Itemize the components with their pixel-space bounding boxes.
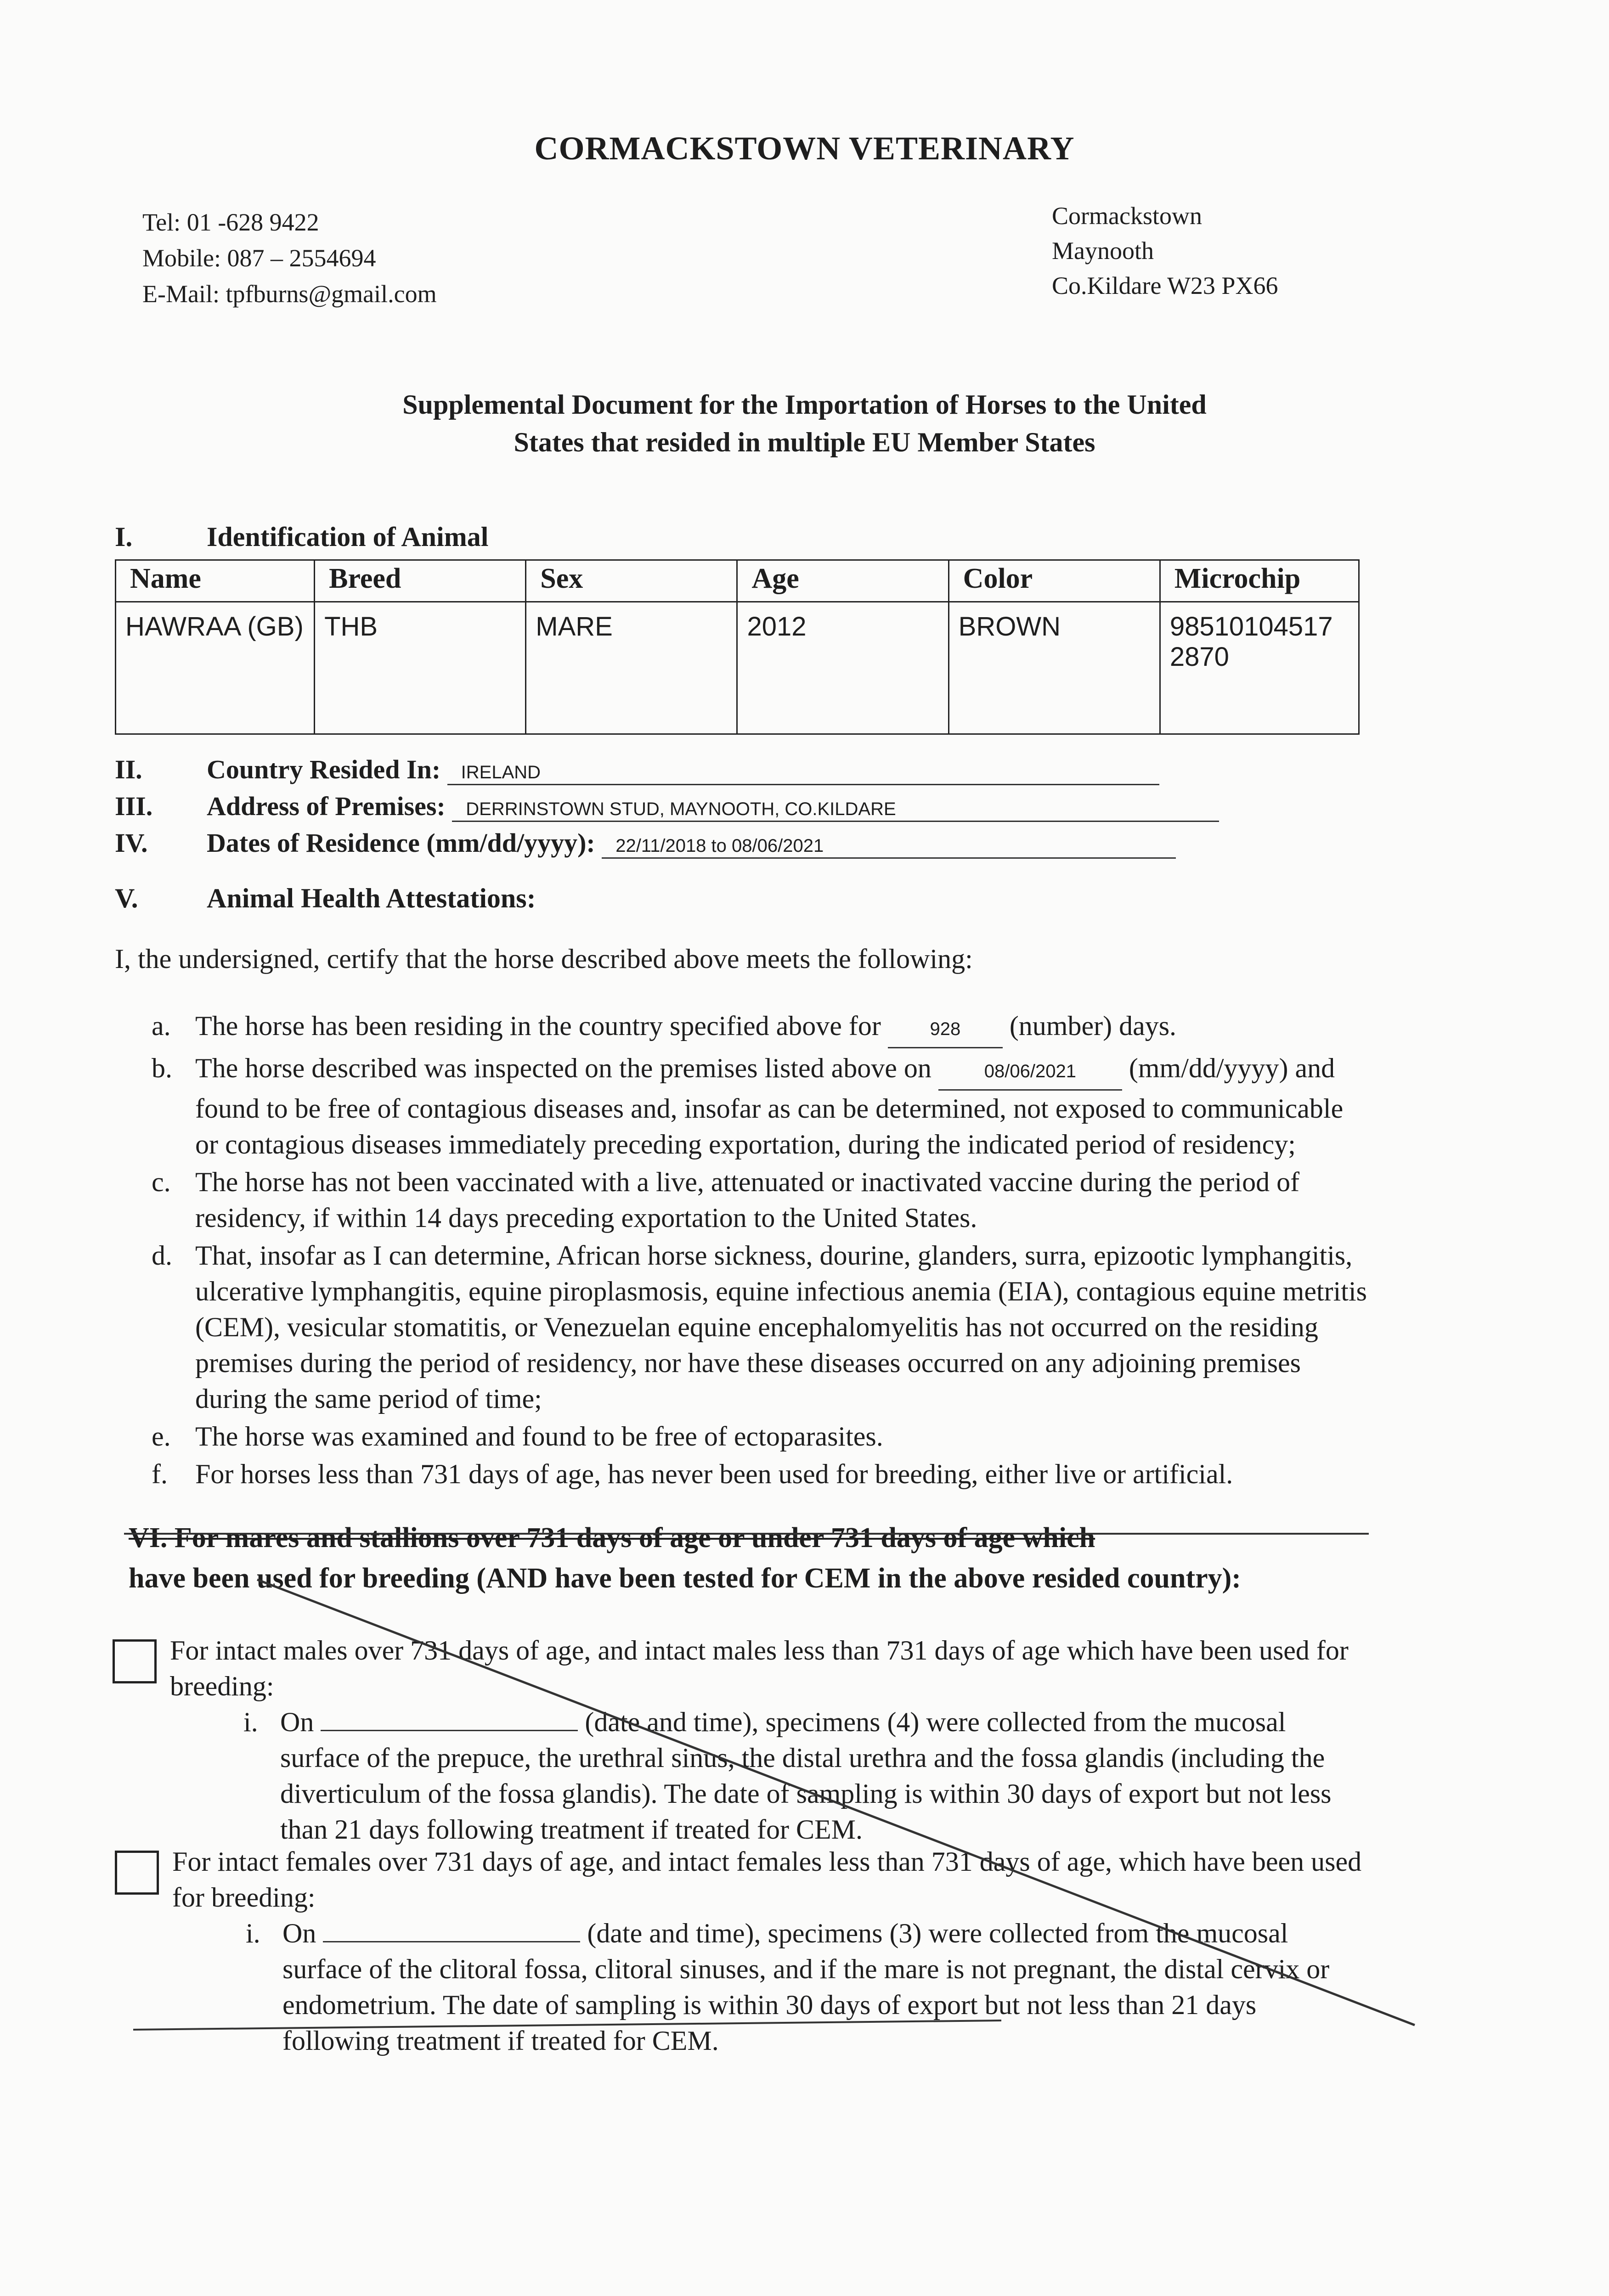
females-intro: For intact females over 731 days of age, and intact females less than 731 days of age, which have been used for breeding: bbox=[172, 1846, 1362, 1913]
attestation-c-text: The horse has not been vaccinated with a live, attenuated or inactivated vaccine during the period of residency, if within 14 days preceding exportation to the United States. bbox=[195, 1167, 1300, 1233]
males-item-on: On bbox=[280, 1707, 314, 1737]
attestation-c-label: c. bbox=[152, 1167, 171, 1197]
horse-breed: THB bbox=[315, 602, 526, 734]
document-title-line-2: States that resided in multiple EU Member States bbox=[514, 427, 1095, 457]
attestation-b-label: b. bbox=[152, 1053, 172, 1083]
column-header-name: Name bbox=[116, 560, 315, 602]
phone-number: Tel: 01 -628 9422 bbox=[142, 208, 319, 236]
males-item-label: i. bbox=[243, 1707, 258, 1737]
attestation-f-label: f. bbox=[152, 1459, 168, 1489]
section-6-title-line-2: have been used for breeding (AND have been tested for CEM in the above resided country): bbox=[129, 1563, 1241, 1594]
residence-dates-field: 22/11/2018 to 08/06/2021 bbox=[602, 836, 1176, 859]
section-6-title-line-1: For mares and stallions over 731 days of age or under 731 days of age which bbox=[174, 1522, 1095, 1553]
country-field: IRELAND bbox=[447, 762, 1159, 785]
attestation-a-text: The horse has been residing in the country specified above for bbox=[195, 1011, 881, 1041]
males-intro: For intact males over 731 days of age, and intact males less than 731 days of age which have been used for breeding: bbox=[170, 1635, 1349, 1701]
section-2-label: Country Resided In: bbox=[207, 754, 441, 784]
premises-address-field: DERRINSTOWN STUD, MAYNOOTH, CO.KILDARE bbox=[452, 799, 1219, 822]
strike-line-bottom bbox=[133, 2020, 1001, 2030]
section-5-title: Animal Health Attestations: bbox=[207, 883, 536, 913]
column-header-sex: Sex bbox=[526, 560, 737, 602]
clinic-name: CORMACKSTOWN VETERINARY bbox=[534, 130, 1075, 167]
column-header-color: Color bbox=[948, 560, 1160, 602]
column-header-age: Age bbox=[737, 560, 948, 602]
address-line-1: Cormackstown bbox=[1052, 202, 1202, 230]
attestation-d-text: That, insofar as I can determine, African horse sickness, dourine, glanders, surra, epizootic lymphangitis, ulcerative lymphangitis, equine piroplasmosis, equine infectious anemia (EIA), contagious equine metritis (CEM), vesicular stomatitis, or Venezuelan equine encephalomyelitis has not occurred on the residing premises during the period of residency, nor have these diseases occurred on any adjoining premises during the same period of time; bbox=[195, 1240, 1367, 1414]
section-5-number: V. bbox=[115, 883, 138, 913]
section-4-number: IV. bbox=[115, 828, 148, 858]
horse-color: BROWN bbox=[948, 602, 1160, 734]
attestation-e-text: The horse was examined and found to be free of ectoparasites. bbox=[195, 1421, 883, 1452]
attestation-b-suffix: (mm/dd/yyyy) and found to be free of contagious diseases and, insofar as can be determined, not exposed to communicable or contagious diseases immediately preceding exportation, during the indicated period of residency; bbox=[195, 1053, 1344, 1159]
attestation-b-text: The horse described was inspected on the premises listed above on bbox=[195, 1053, 932, 1083]
document-title-line-1: Supplemental Document for the Importation of Horses to the United bbox=[402, 389, 1207, 420]
section-2-number: II. bbox=[115, 754, 142, 784]
diagonal-strike-line bbox=[257, 1580, 1415, 2025]
males-item-text: (date and time), specimens (4) were collected from the mucosal surface of the prepuce, the urethral sinus, the distal urethra and the fossa glandis (including the diverticulum of the fossa glandis). The date of sampling is within 30 days of export but not less than 21 days following treatment if treated for CEM. bbox=[280, 1707, 1332, 1845]
females-item-label: i. bbox=[246, 1918, 260, 1948]
attestation-d-label: d. bbox=[152, 1240, 172, 1271]
days-resided-field: 928 bbox=[888, 1011, 1003, 1048]
address-line-2: Maynooth bbox=[1052, 237, 1154, 264]
address-line-3: Co.Kildare W23 PX66 bbox=[1052, 272, 1278, 299]
horse-age: 2012 bbox=[737, 602, 948, 734]
section-6-number: VI. bbox=[129, 1522, 168, 1553]
attestation-a-label: a. bbox=[152, 1011, 171, 1041]
section-3-label: Address of Premises: bbox=[207, 791, 446, 821]
attestation-intro: I, the undersigned, certify that the horse described above meets the following: bbox=[115, 944, 973, 974]
females-item-text: (date and time), specimens (3) were collected from the mucosal surface of the clitoral fossa, clitoral sinuses, and if the mare is not pregnant, the distal cervix or endometrium. The date of sampling is within 30 days of export but not less than 21 days following treatment if treated for CEM. bbox=[282, 1918, 1330, 2056]
horse-microchip: 98510104517 2870 bbox=[1160, 602, 1359, 734]
attestation-a-suffix: (number) days. bbox=[1009, 1011, 1177, 1041]
attestation-e-label: e. bbox=[152, 1421, 171, 1452]
horse-name: HAWRAA (GB) bbox=[116, 602, 315, 734]
horse-sex: MARE bbox=[526, 602, 737, 734]
mobile-number: Mobile: 087 – 2554694 bbox=[142, 244, 376, 272]
attestation-f-text: For horses less than 731 days of age, has never been used for breeding, either live or artificial. bbox=[195, 1459, 1233, 1489]
females-item-on: On bbox=[282, 1918, 316, 1948]
section-4-label: Dates of Residence (mm/dd/yyyy): bbox=[207, 828, 595, 858]
section-1-title: Identification of Animal bbox=[207, 522, 489, 552]
email-address: E-Mail: tpfburns@gmail.com bbox=[142, 280, 437, 308]
column-header-breed: Breed bbox=[315, 560, 526, 602]
section-1-number: I. bbox=[115, 522, 133, 552]
inspection-date-field: 08/06/2021 bbox=[938, 1053, 1122, 1091]
section-3-number: III. bbox=[115, 791, 153, 821]
column-header-microchip: Microchip bbox=[1160, 560, 1359, 602]
